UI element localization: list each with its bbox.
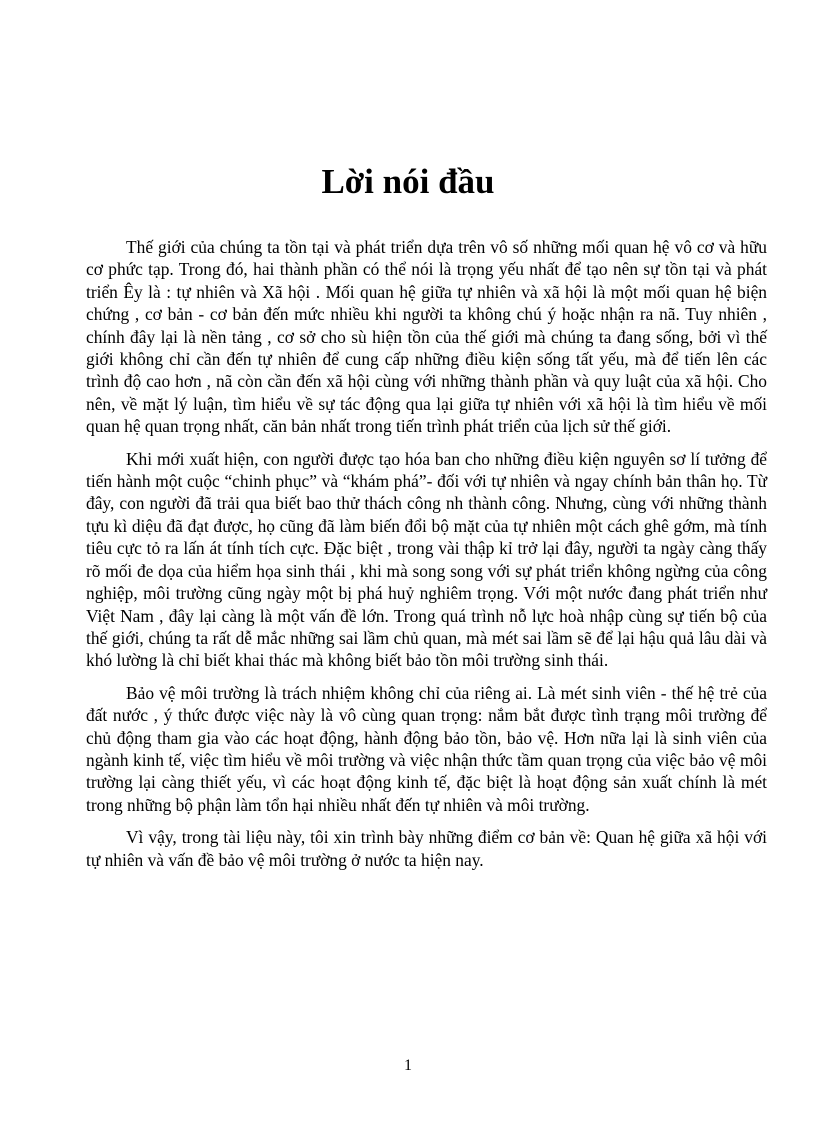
paragraph-conclusion: Vì vậy, trong tài liệu này, tôi xin trình bày những điểm cơ bản về: Quan hệ giữa xã hội với tự nhiên và vấn đề bảo vệ môi trường ở nước ta hiện nay. (86, 827, 767, 870)
paragraph-history: Khi mới xuất hiện, con người được tạo hóa ban cho những điều kiện nguyên sơ lí tưởng để tiến hành một cuộc “chinh phục” và “khám phá”- đối với tự nhiên và ngay chính bản thân họ. Từ đây, con người đã trải qua biết bao thử thách công nh thành công. Nhưng, cùng với những thành tựu kì diệu đã đạt được, họ cũng đã làm biến đổi bộ mặt của tự nhiên một cách ghê gớm, mà tính tiêu cực tỏ ra lấn át tính tích cực. Đặc biệt , trong vài thập kỉ trở lại đây, người ta ngày càng thấy rõ mối đe dọa của hiểm họa sinh thái , khi mà song song với sự phát triển không ngừng của công nghiệp, môi trường cũng ngày một bị phá huỷ nghiêm trọng. Với một nước đang phát triển như Việt Nam , đây lại càng là một vấn đề lớn. Trong quá trình nỗ lực hoà nhập cùng sự tiến bộ của thế giới, chúng ta rất dễ mắc những sai lầm chủ quan, mà mét sai lầm sẽ để lại hậu quả lâu dài và khó lường là chỉ biết khai thác mà không biết bảo tồn môi trường sinh thái. (86, 448, 767, 671)
paragraph-responsibility: Bảo vệ môi trường là trách nhiệm không chỉ của riêng ai. Là mét sinh viên - thế hệ trẻ của đất nước , ý thức được việc này là vô cùng quan trọng: nắm bắt được tình trạng môi trường để chủ động tham gia vào các hoạt động, hành động bảo tồn, bảo vệ. Hơn nữa lại là sinh viên của ngành kinh tế, việc tìm hiểu về môi trường và việc nhận thức tầm quan trọng của việc bảo vệ môi trường lại càng thiết yếu, vì các hoạt động kinh tế, đặc biệt là hoạt động sản xuất chính là mét trong những bộ phận làm tổn hại nhiều nhất đến tự nhiên và môi trường. (86, 682, 767, 815)
paragraph-intro: Thế giới của chúng ta tồn tại và phát triển dựa trên vô số những mối quan hệ vô cơ và hữu cơ phức tạp. Trong đó, hai thành phần có thể nói là trọng yếu nhất để tạo nên sự tồn tại và phát triển Êy là : tự nhiên và Xã hội . Mối quan hệ giữa tự nhiên và xã hội là một mối quan hệ biện chứng , cơ bản - cơ bản đến mức nhiều khi người ta không chú ý hoặc nhận ra nã. Tuy nhiên , chính đây lại là nền tảng , cơ sở cho sù hiện tồn của thế giới mà chúng ta đang sống, bởi vì thế giới không chỉ cần đến tự nhiên để cung cấp những điều kiện sống tất yếu, mà để tiến lên các trình độ cao hơn , nã còn cần đến xã hội cùng với những thành phần và quy luật của xã hội. Cho nên, về mặt lý luận, tìm hiểu về sự tác động qua lại giữa tự nhiên với xã hội là tìm hiểu về mối quan hệ quan trọng nhất, căn bản nhất trong tiến trình phát triển của lịch sử thế giới. (86, 237, 767, 437)
page-number: 1 (404, 1057, 412, 1074)
page-title: Lời nói đầu (321, 162, 495, 201)
document-body (86, 236, 767, 881)
